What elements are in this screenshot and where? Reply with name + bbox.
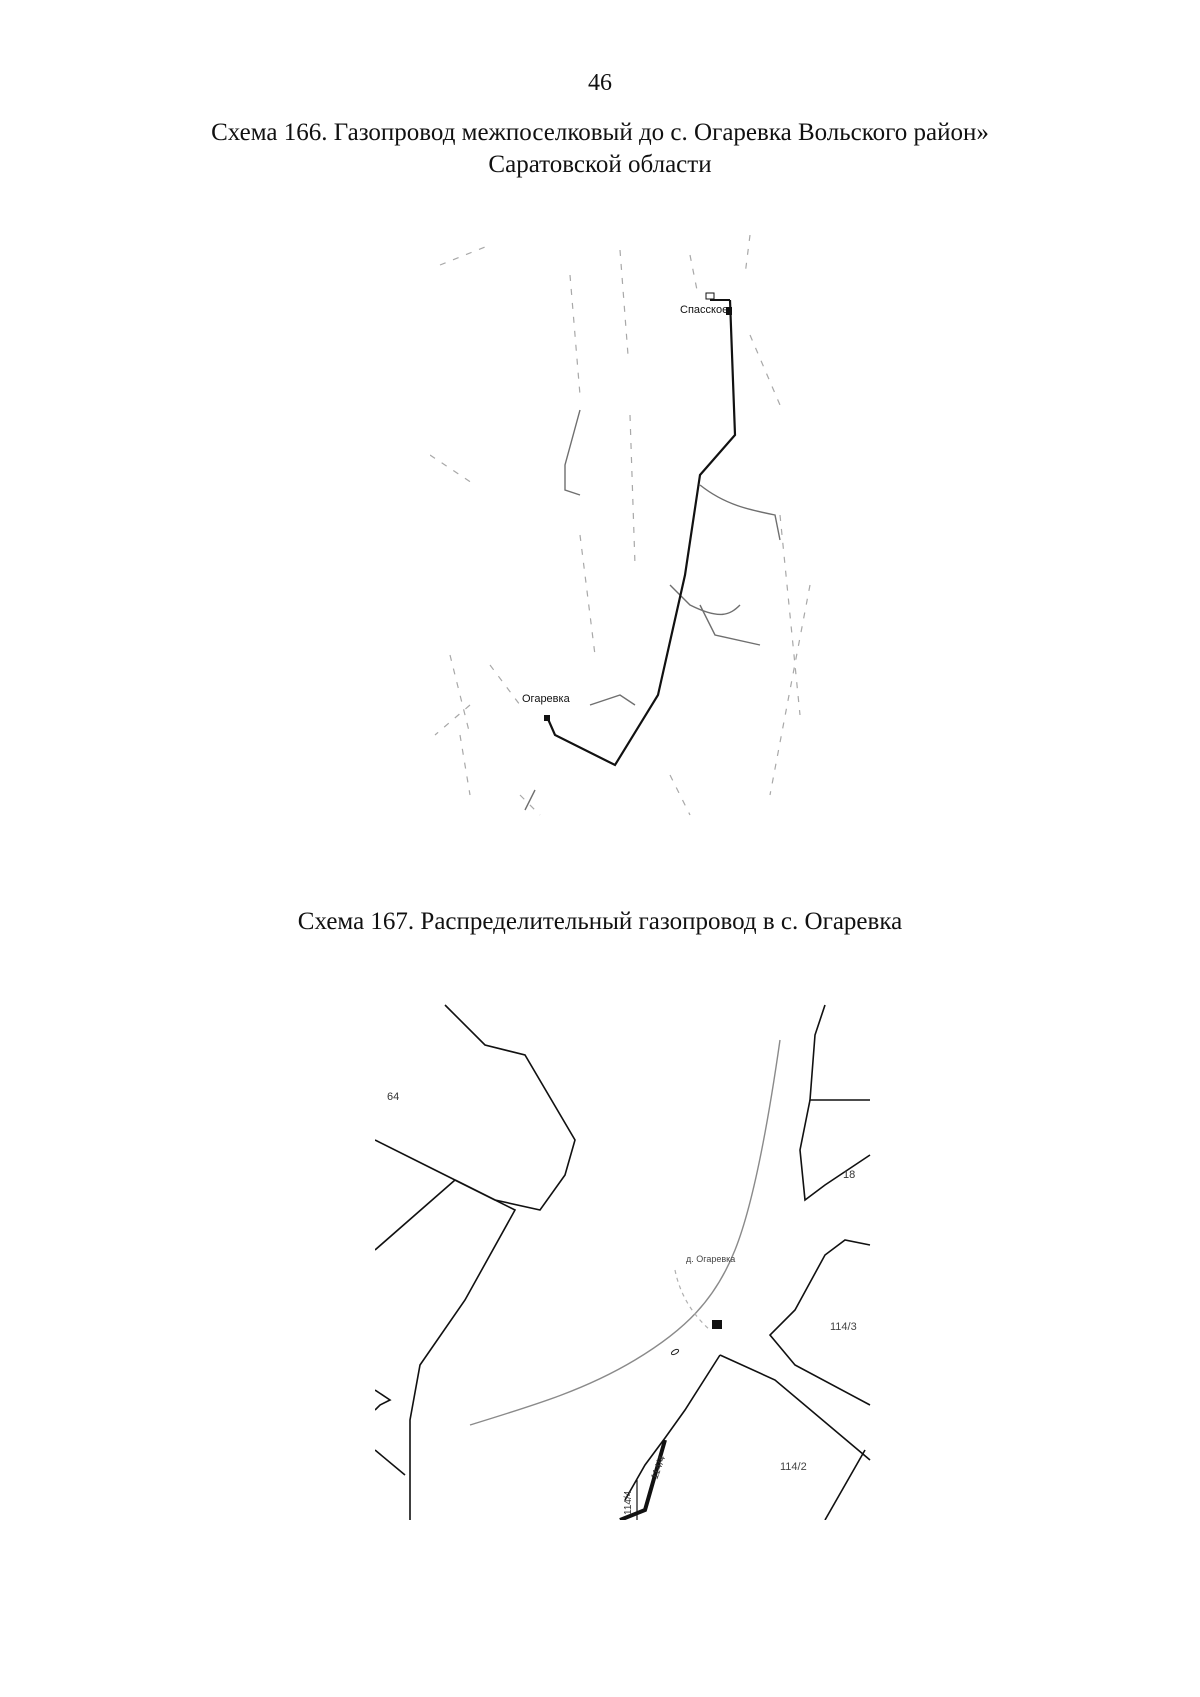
scheme-167-caption: Схема 167. Распределительный газопровод в с. Огаревка xyxy=(297,908,903,935)
parcel-114-4-label: 114/4 xyxy=(649,1454,669,1482)
scheme-166-map xyxy=(430,235,860,865)
marker-0-symbol xyxy=(671,1348,680,1355)
village-label: д. Огаревка xyxy=(686,1254,736,1264)
parcel-18-label: 18 xyxy=(843,1169,856,1181)
background-roads xyxy=(430,235,810,815)
scheme-167-map-drawing xyxy=(375,1000,915,1520)
scheme-167-map xyxy=(375,1000,915,1520)
gas-regulator-marker xyxy=(712,1320,722,1329)
parcel-boundaries xyxy=(375,1005,870,1520)
scheme-166-caption xyxy=(0,117,1200,181)
main-pipeline-line xyxy=(548,300,735,765)
ogarevka-point-marker xyxy=(544,715,550,721)
parcel-18-boundary xyxy=(810,1005,870,1100)
secondary-roads xyxy=(525,410,780,810)
ogarevka-label: Огаревка xyxy=(522,693,570,705)
parcel-114-3-label: 114/3 xyxy=(830,1321,857,1333)
spasskoe-building-marker xyxy=(706,293,714,299)
parcel-114-2-label: 114/2 xyxy=(780,1461,807,1473)
parcel-114-2-boundary xyxy=(720,1355,870,1460)
scheme-166-caption-line2: Саратовской области xyxy=(488,151,712,178)
scheme-166-map-drawing xyxy=(430,235,860,865)
parcel-64-label: 64 xyxy=(387,1091,400,1103)
distribution-pipeline-line xyxy=(470,1040,780,1425)
scheme-166-caption-line1: Схема 166. Газопровод межпоселковый до с. Огаревка Вольского район» xyxy=(211,119,989,146)
parcel-114-4-left-label: 114/4 xyxy=(623,1490,634,1515)
parcel-64-boundary xyxy=(375,1005,575,1210)
page-number: 46 xyxy=(588,70,612,96)
spasskoe-label: Спасское xyxy=(680,304,729,316)
